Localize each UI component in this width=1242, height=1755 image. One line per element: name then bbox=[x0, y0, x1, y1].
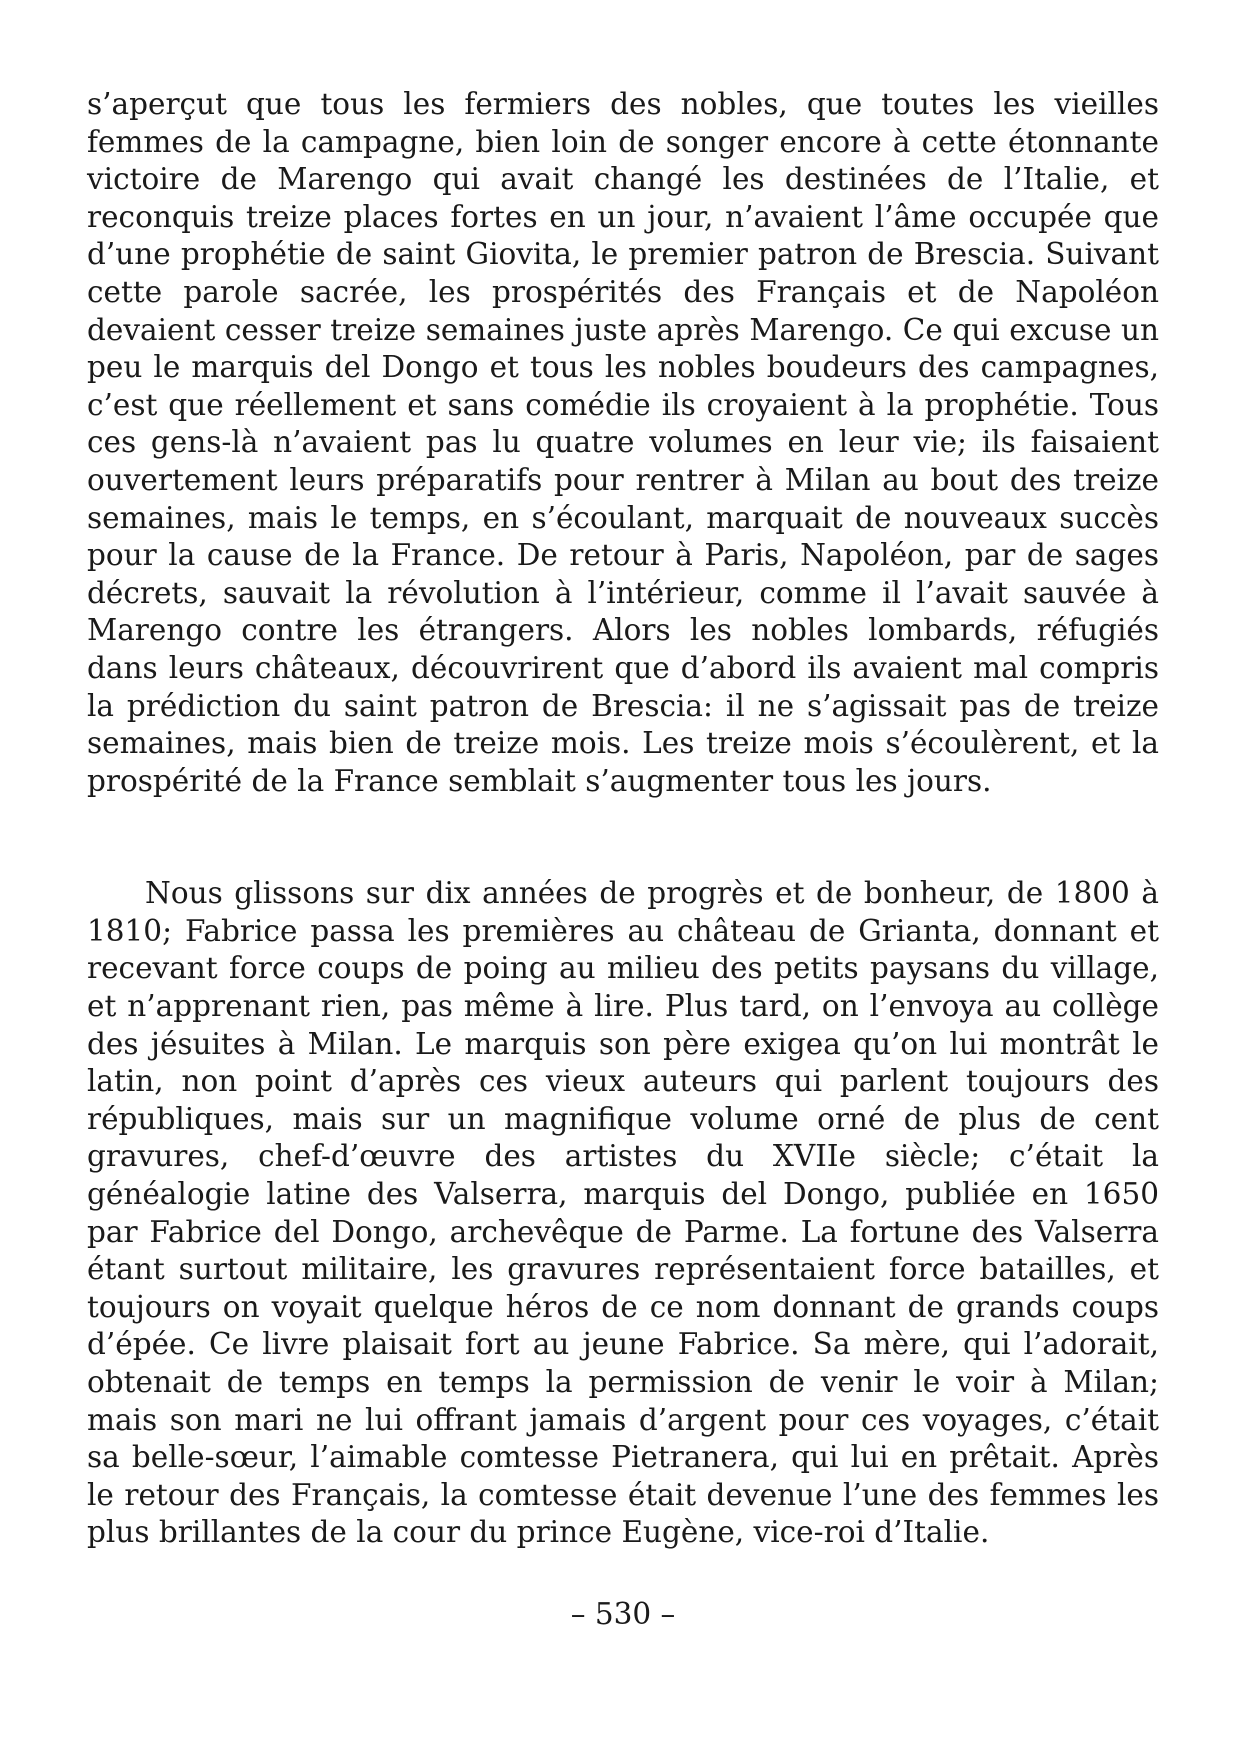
paragraph-1: s’aperçut que tous les fermiers des nobles, que toutes les vieilles femmes de la campagne, bien loin de songer encore à cette étonnante victoire de Marengo qui avait changé les destinées de l’Italie, et reconquis treize places fortes en un jour, n’avaient l’âme occupée que d’une prophétie de saint Giovita, le premier patron de Brescia. Suivant cette parole sacrée, les prospérités des Français et de Napoléon devaient cesser treize semaines juste après Marengo. Ce qui excuse un peu le marquis del Dongo et tous les nobles boudeurs des campagnes, c’est que réellement et sans comédie ils croyaient à la prophétie. Tous ces gens-là n’avaient pas lu quatre volumes en leur vie; ils faisaient ouvertement leurs préparatifs pour rentrer à Milan au bout des treize semaines, mais le temps, en s’écoulant, marquait de nouveaux succès pour la cause de la France. De retour à Paris, Napoléon, par de sages décrets, sauvait la révolution à l’intérieur, comme il l’avait sauvée à Marengo contre les étrangers. Alors les nobles lombards, réfugiés dans leurs châteaux, découvrirent que d’abord ils avaient mal compris la prédiction du saint patron de Brescia: il ne s’agissait pas de treize semaines, mais bien de treize mois. Les treize mois s’écoulèrent, et la prospérité de la France semblait s’augmenter tous les jours. bbox=[87, 87, 1159, 798]
book-page bbox=[87, 86, 1159, 1726]
page-number: – 530 – bbox=[570, 1597, 676, 1631]
paragraph-2: Nous glissons sur dix années de progrès et de bonheur, de 1800 à 1810; Fabrice passa les premières au château de Grianta, donnant et recevant force coups de poing au milieu des petits paysans du village, et n’apprenant rien, pas même à lire. Plus tard, on l’envoya au collège des jésuites à Milan. Le marquis son père exigea qu’on lui montrât le latin, non point d’après ces vieux auteurs qui parlent toujours des républiques, mais sur un magnifique volume orné de plus de cent gravures, chef-d’œuvre des artistes du XVIIe siècle; c’était la généalogie latine des Valserra, marquis del Dongo, publiée en 1650 par Fabrice del Dongo, archevêque de Parme. La fortune des Valserra étant surtout militaire, les gravures représentaient force batailles, et toujours on voyait quelque héros de ce nom donnant de grands coups d’épée. Ce livre plaisait fort au jeune Fabrice. Sa mère, qui l’adorait, obtenait de temps en temps la permission de venir le voir à Milan; mais son mari ne lui offrant jamais d’argent pour ces voyages, c’était sa belle-sœur, l’aimable comtesse Pietranera, qui lui en prêtait. Après le retour des Français, la comtesse était devenue l’une des femmes les plus brillantes de la cour du prince Eugène, vice-roi d’Italie. bbox=[87, 876, 1159, 1550]
